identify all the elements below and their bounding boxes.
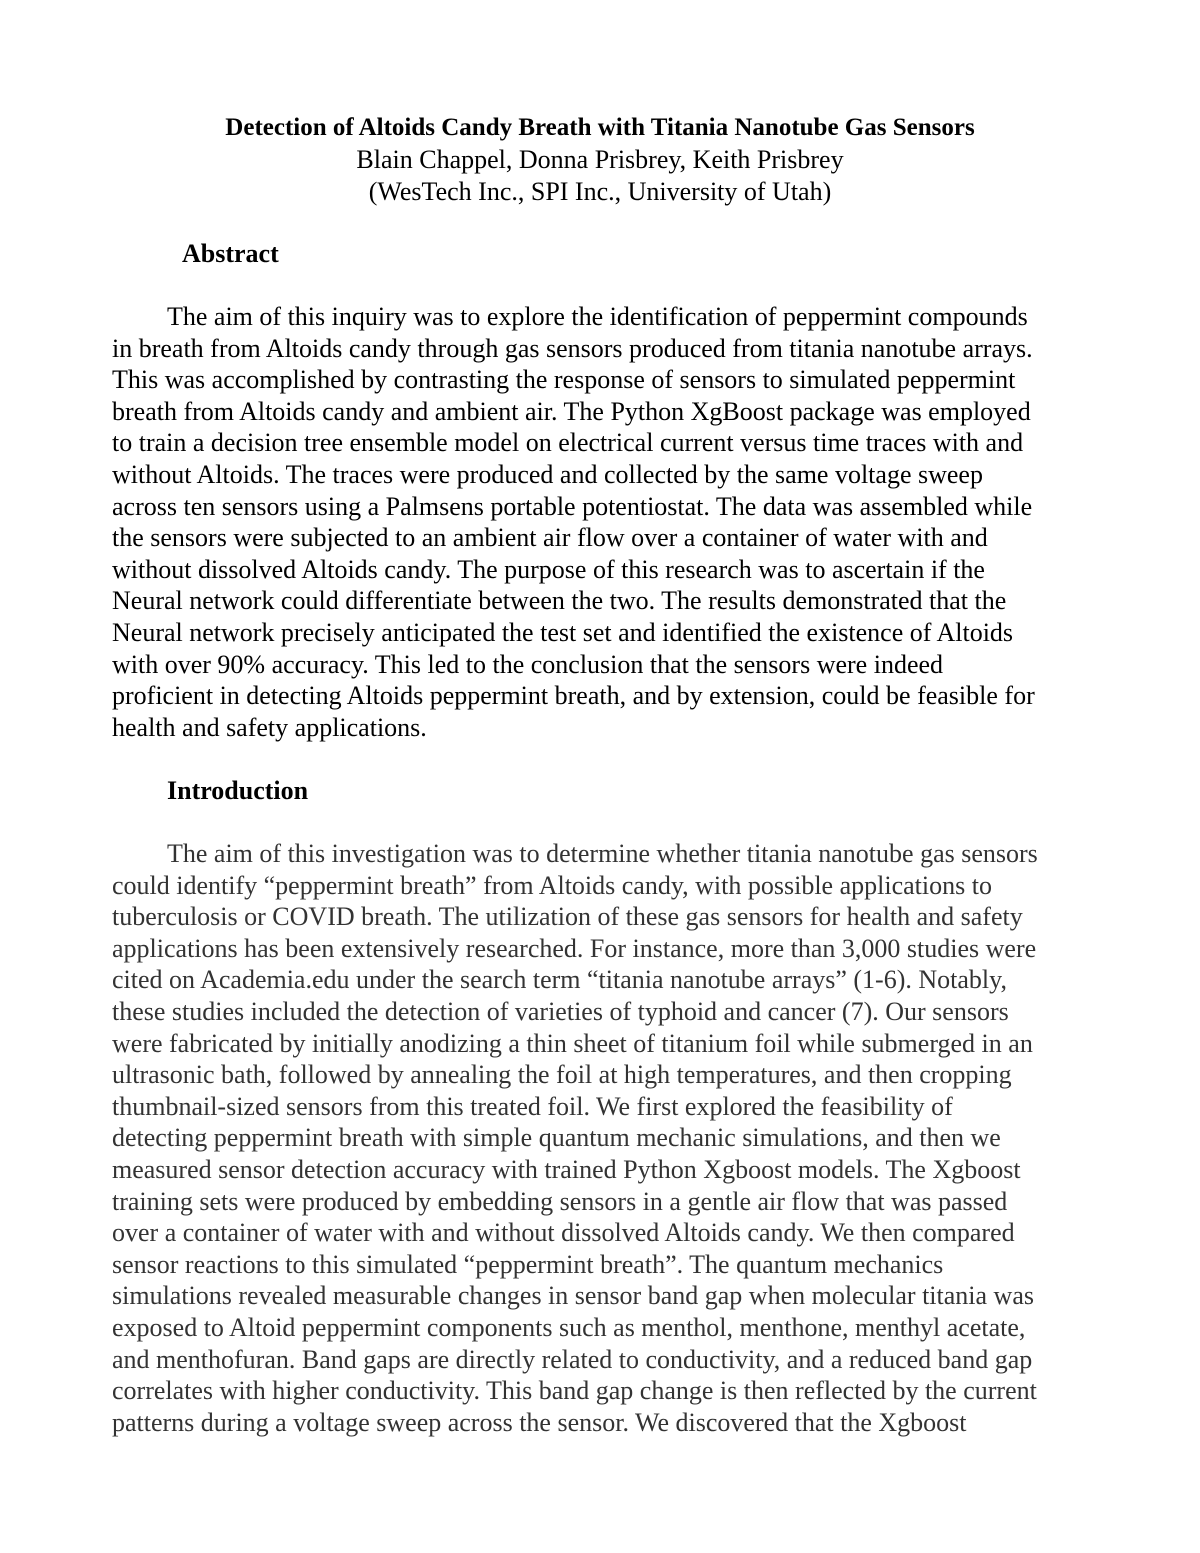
introduction-line: detecting peppermint breath with simple quantum mechanic simulations, and then we bbox=[112, 1123, 1001, 1153]
abstract-line: health and safety applications. bbox=[112, 712, 427, 742]
introduction-heading: Introduction bbox=[167, 776, 309, 805]
abstract-line: Neural network could differentiate between the two. The results demonstrated that the bbox=[112, 586, 1007, 616]
abstract-line: breath from Altoids candy and ambient air. The Python XgBoost package was employed bbox=[112, 396, 1031, 426]
paper-title: Detection of Altoids Candy Breath with Titania Nanotube Gas Sensors bbox=[225, 114, 975, 141]
introduction-line: correlates with higher conductivity. This band gap change is then reflected by the current bbox=[112, 1376, 1037, 1406]
abstract-line: proficient in detecting Altoids peppermint breath, and by extension, could be feasible for bbox=[112, 681, 1035, 711]
introduction-line: training sets were produced by embedding sensors in a gentle air flow that was passed bbox=[112, 1186, 1008, 1216]
paper-header bbox=[0, 112, 1200, 208]
introduction-line: patterns during a voltage sweep across the sensor. We discovered that the Xgboost bbox=[112, 1407, 967, 1437]
introduction-line: ultrasonic bath, followed by annealing the foil at high temperatures, and then cropping bbox=[112, 1060, 1012, 1090]
introduction-line: measured sensor detection accuracy with trained Python Xgboost models. The Xgboost bbox=[112, 1154, 1021, 1184]
introduction-paragraph bbox=[112, 838, 1102, 1438]
introduction-line: sensor reactions to this simulated “peppermint breath”. The quantum mechanics bbox=[112, 1249, 944, 1279]
introduction-line: simulations revealed measurable changes in sensor band gap when molecular titania was bbox=[112, 1281, 1034, 1311]
paper-authors: Blain Chappel, Donna Prisbrey, Keith Prisbrey bbox=[356, 145, 844, 174]
abstract-line: Neural network precisely anticipated the test set and identified the existence of Altoids bbox=[112, 617, 1014, 647]
abstract-line: without dissolved Altoids candy. The purpose of this research was to ascertain if the bbox=[112, 554, 985, 584]
introduction-line: cited on Academia.edu under the search term “titania nanotube arrays” (1-6). Notably, bbox=[112, 965, 1007, 995]
introduction-line: could identify “peppermint breath” from Altoids candy, with possible applications to bbox=[112, 870, 992, 900]
abstract-line: without Altoids. The traces were produced and collected by the same voltage sweep bbox=[112, 459, 983, 489]
introduction-line: applications has been extensively researched. For instance, more than 3,000 studies were bbox=[112, 933, 1037, 963]
introduction-line: and menthofuran. Band gaps are directly related to conductivity, and a reduced band gap bbox=[112, 1344, 1033, 1374]
introduction-line: over a container of water with and without dissolved Altoids candy. We then compared bbox=[112, 1218, 1015, 1248]
abstract-line: the sensors were subjected to an ambient air flow over a container of water with and bbox=[112, 523, 988, 553]
paper-affiliations: (WesTech Inc., SPI Inc., University of Utah) bbox=[368, 177, 832, 206]
abstract-line: with over 90% accuracy. This led to the conclusion that the sensors were indeed bbox=[112, 649, 944, 679]
abstract-line: This was accomplished by contrasting the response of sensors to simulated peppermint bbox=[112, 365, 1016, 395]
introduction-line: these studies included the detection of varieties of typhoid and cancer (7). Our sensors bbox=[112, 996, 1009, 1026]
abstract-line: to train a decision tree ensemble model on electrical current versus time traces with and bbox=[112, 428, 1024, 458]
abstract-line: in breath from Altoids candy through gas sensors produced from titania nanotube arrays. bbox=[112, 333, 1033, 363]
introduction-line: tuberculosis or COVID breath. The utilization of these gas sensors for health and safety bbox=[112, 902, 1023, 932]
abstract-line: The aim of this inquiry was to explore the identification of peppermint compounds bbox=[167, 302, 1028, 331]
abstract-paragraph bbox=[112, 301, 1102, 743]
introduction-line: The aim of this investigation was to determine whether titania nanotube gas sensors bbox=[167, 839, 1038, 868]
introduction-line: exposed to Altoid peppermint components such as menthol, menthone, menthyl acetate, bbox=[112, 1312, 1026, 1342]
introduction-line: thumbnail-sized sensors from this treated foil. We first explored the feasibility of bbox=[112, 1091, 953, 1121]
introduction-line: were fabricated by initially anodizing a thin sheet of titanium foil while submerged in an bbox=[112, 1028, 1033, 1058]
abstract-heading: Abstract bbox=[182, 239, 279, 268]
abstract-line: across ten sensors using a Palmsens portable potentiostat. The data was assembled while bbox=[112, 491, 1033, 521]
